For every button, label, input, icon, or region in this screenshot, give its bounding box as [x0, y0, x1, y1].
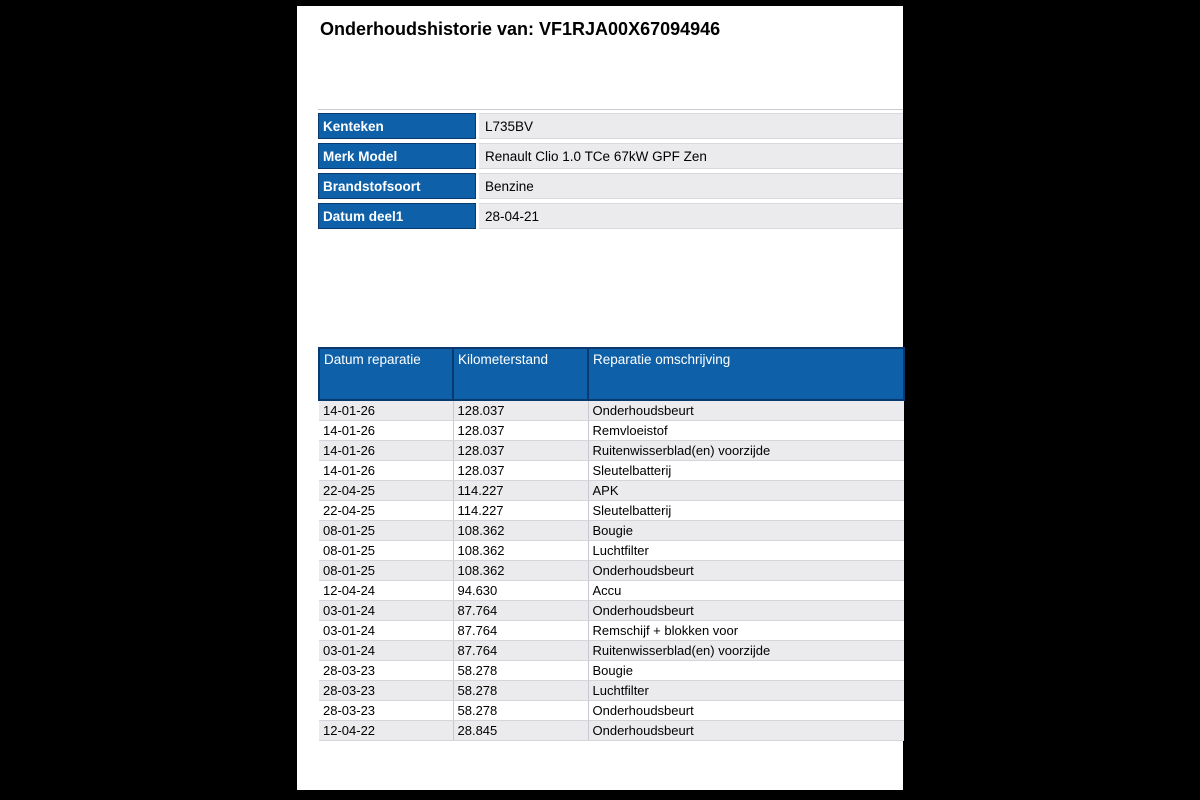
table-cell: 58.278 [453, 660, 588, 680]
table-cell: 58.278 [453, 680, 588, 700]
table-cell: 28-03-23 [319, 660, 453, 680]
table-cell: 108.362 [453, 520, 588, 540]
vehicle-info-value: 28-04-21 [479, 203, 903, 229]
table-row [319, 640, 904, 660]
table-cell: 22-04-25 [319, 480, 453, 500]
table-cell: 128.037 [453, 400, 588, 420]
vehicle-info-value: L735BV [479, 113, 903, 139]
page-title: Onderhoudshistorie van: VF1RJA00X67094946 [320, 19, 721, 39]
table-cell: 128.037 [453, 420, 588, 440]
table-cell: Bougie [588, 520, 904, 540]
vehicle-info-label: Brandstofsoort [318, 173, 476, 199]
table-cell: 22-04-25 [319, 500, 453, 520]
table-cell: Sleutelbatterij [588, 500, 904, 520]
table-cell: APK [588, 480, 904, 500]
table-cell: Ruitenwisserblad(en) voorzijde [588, 440, 904, 460]
table-row [319, 700, 904, 720]
table-row [319, 400, 904, 420]
table-cell: 114.227 [453, 480, 588, 500]
table-cell: Sleutelbatterij [588, 460, 904, 480]
table-row [319, 720, 904, 740]
table-row [319, 560, 904, 580]
table-cell: 14-01-26 [319, 420, 453, 440]
table-cell: Accu [588, 580, 904, 600]
table-cell: 03-01-24 [319, 600, 453, 620]
vehicle-info-label: Kenteken [318, 113, 476, 139]
maintenance-header-row [319, 348, 904, 400]
table-row [319, 660, 904, 680]
table-row [319, 500, 904, 520]
vehicle-info-row [318, 173, 903, 199]
table-cell: 14-01-26 [319, 460, 453, 480]
table-cell: Remvloeistof [588, 420, 904, 440]
table-cell: 128.037 [453, 460, 588, 480]
maintenance-table [318, 347, 905, 741]
table-cell: 28-03-23 [319, 700, 453, 720]
column-header: Kilometerstand [453, 348, 588, 400]
vehicle-info-value: Renault Clio 1.0 TCe 67kW GPF Zen [479, 143, 903, 169]
vehicle-info-row [318, 203, 903, 229]
vehicle-info-value: Benzine [479, 173, 903, 199]
vehicle-info-row [318, 143, 903, 169]
table-cell: 108.362 [453, 540, 588, 560]
table-cell: Onderhoudsbeurt [588, 600, 904, 620]
table-cell: 28.845 [453, 720, 588, 740]
table-cell: 114.227 [453, 500, 588, 520]
table-cell: Onderhoudsbeurt [588, 400, 904, 420]
table-cell: 87.764 [453, 620, 588, 640]
document-page [297, 6, 903, 790]
table-cell: 108.362 [453, 560, 588, 580]
table-cell: Bougie [588, 660, 904, 680]
column-header: Datum reparatie [319, 348, 453, 400]
table-cell: 28-03-23 [319, 680, 453, 700]
table-cell: Onderhoudsbeurt [588, 700, 904, 720]
table-cell: 128.037 [453, 440, 588, 460]
table-cell: Ruitenwisserblad(en) voorzijde [588, 640, 904, 660]
table-cell: Onderhoudsbeurt [588, 560, 904, 580]
table-cell: 03-01-24 [319, 640, 453, 660]
table-cell: Remschijf + blokken voor [588, 620, 904, 640]
vehicle-info-label: Datum deel1 [318, 203, 476, 229]
table-cell: 87.764 [453, 640, 588, 660]
table-cell: 14-01-26 [319, 400, 453, 420]
vehicle-info-label: Merk Model [318, 143, 476, 169]
table-cell: Luchtfilter [588, 540, 904, 560]
table-cell: 08-01-25 [319, 540, 453, 560]
table-row [319, 620, 904, 640]
table-row [319, 540, 904, 560]
table-cell: 58.278 [453, 700, 588, 720]
vehicle-info-row [318, 113, 903, 139]
table-row [319, 440, 904, 460]
table-row [319, 580, 904, 600]
table-cell: 08-01-25 [319, 560, 453, 580]
table-row [319, 480, 904, 500]
table-cell: 94.630 [453, 580, 588, 600]
table-cell: 87.764 [453, 600, 588, 620]
table-cell: 14-01-26 [319, 440, 453, 460]
table-cell: 03-01-24 [319, 620, 453, 640]
table-cell: 12-04-22 [319, 720, 453, 740]
table-row [319, 420, 904, 440]
table-cell: Onderhoudsbeurt [588, 720, 904, 740]
table-cell: 08-01-25 [319, 520, 453, 540]
vehicle-info-table [318, 109, 903, 233]
table-cell: Luchtfilter [588, 680, 904, 700]
table-row [319, 680, 904, 700]
table-row [319, 520, 904, 540]
table-row [319, 600, 904, 620]
table-cell: 12-04-24 [319, 580, 453, 600]
table-row [319, 460, 904, 480]
column-header: Reparatie omschrijving [588, 348, 904, 400]
